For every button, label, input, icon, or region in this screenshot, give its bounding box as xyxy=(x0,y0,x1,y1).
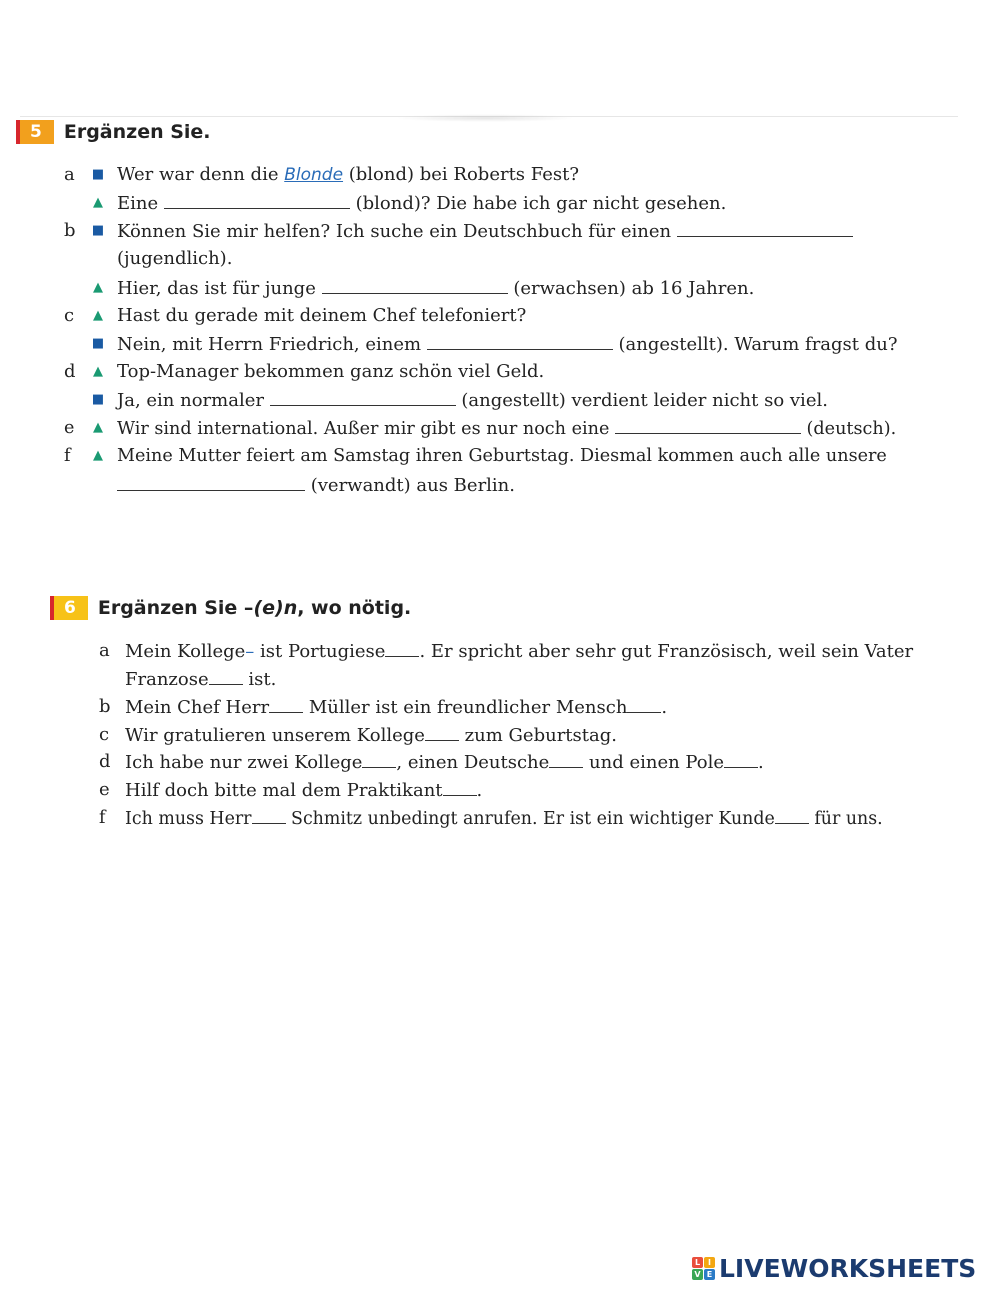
sentence-text: Eine xyxy=(117,193,164,214)
answer-blank[interactable] xyxy=(117,473,305,491)
sentence-text: Mein Kollege xyxy=(125,641,246,662)
answer-blank[interactable] xyxy=(322,276,508,294)
sentence-text: (angestellt). Warum fragst du? xyxy=(612,334,898,355)
answer-blank[interactable] xyxy=(677,219,853,237)
exercise-6-number: 6 xyxy=(50,596,88,620)
answer-blank[interactable] xyxy=(775,806,809,824)
speaker-triangle-icon: ▲ xyxy=(93,195,103,210)
item-letter: f xyxy=(64,446,71,466)
exercise-5-title: Ergänzen Sie. xyxy=(63,121,211,143)
answer-dash[interactable]: – xyxy=(245,641,255,662)
answer-blank[interactable] xyxy=(270,388,456,406)
sentence-text: (erwachsen) ab 16 Jahren. xyxy=(507,278,755,299)
sentence-text: (blond)? Die habe ich gar nicht gesehen. xyxy=(349,193,727,214)
sentence-text: (deutsch). xyxy=(800,419,897,439)
item-letter: d xyxy=(64,361,76,382)
item-letter: e xyxy=(99,779,110,800)
answer-blank[interactable] xyxy=(362,750,396,768)
sentence-text: . xyxy=(661,697,668,718)
logo-tile: L xyxy=(692,1257,703,1268)
sentence-text: ist Portugiese xyxy=(254,641,386,662)
speaker-triangle-icon: ▲ xyxy=(93,280,103,295)
sentence-text: (verwandt) aus Berlin. xyxy=(305,475,515,496)
answer-blank[interactable] xyxy=(724,750,758,768)
logo-text: LIVEWORKSHEETS xyxy=(719,1254,977,1283)
sentence-text: Hast du gerade mit deinem Chef telefoniert? xyxy=(117,305,527,326)
answer-blank[interactable] xyxy=(425,723,459,741)
sentence-text: Ich habe nur zwei Kollege xyxy=(125,752,363,773)
speaker-triangle-icon: ▲ xyxy=(93,448,103,463)
sentence-text: Nein, mit Herrn Friedrich, einem xyxy=(117,334,427,355)
page-shadow xyxy=(395,114,575,122)
sentence-text: Ich muss Herr xyxy=(125,809,252,829)
answer-blank[interactable] xyxy=(627,695,661,713)
logo-tile: V xyxy=(692,1269,703,1280)
answer-blank[interactable] xyxy=(252,806,286,824)
speaker-triangle-icon: ▲ xyxy=(93,420,103,435)
answer-blank[interactable] xyxy=(549,750,583,768)
item-letter: f xyxy=(99,808,106,828)
item-letter: c xyxy=(64,305,75,326)
sentence-text: Franzose xyxy=(125,669,209,690)
exercise-5-number: 5 xyxy=(16,120,54,144)
exercise-5-header xyxy=(16,120,211,144)
answer-blank[interactable] xyxy=(443,778,477,796)
item-letter: c xyxy=(99,724,110,745)
item-letter: b xyxy=(64,220,76,241)
speaker-triangle-icon: ▲ xyxy=(93,364,103,379)
sentence-text: Wir sind international. Außer mir gibt es nur noch eine xyxy=(117,419,615,439)
sentence-text: Müller ist ein freundlicher Mensch xyxy=(303,697,628,718)
item-letter: d xyxy=(99,751,111,772)
sentence-text: Mein Chef Herr xyxy=(125,697,270,718)
exercise-6-header xyxy=(50,596,411,620)
answer-blank[interactable] xyxy=(209,667,243,685)
sentence-text: Hier, das ist für junge xyxy=(117,278,322,299)
sentence-text: (blond) bei Roberts Fest? xyxy=(343,164,580,185)
logo-tile: E xyxy=(704,1269,715,1280)
sentence-text: Wir gratulieren unserem Kollege xyxy=(125,725,425,746)
speaker-square-icon: ■ xyxy=(91,167,105,182)
item-letter: a xyxy=(99,640,110,661)
sentence-text: zum Geburtstag. xyxy=(458,725,617,746)
sentence-text: und einen Pole xyxy=(583,752,725,773)
speaker-square-icon: ■ xyxy=(91,392,105,407)
sentence-text: Schmitz unbedingt anrufen. Er ist ein wichtiger Kunde xyxy=(285,809,775,829)
answer-blank[interactable] xyxy=(269,695,303,713)
speaker-square-icon: ■ xyxy=(91,336,105,351)
sentence-text: Ja, ein normaler xyxy=(117,390,270,411)
sentence-text: (jugendlich). xyxy=(117,248,233,269)
logo-tiles-icon xyxy=(692,1257,715,1280)
answer-blonde[interactable]: Blonde xyxy=(284,165,344,185)
item-letter: b xyxy=(99,696,111,717)
sentence-text: , einen Deutsche xyxy=(396,752,550,773)
sentence-text: für uns. xyxy=(808,809,883,829)
answer-blank[interactable] xyxy=(385,639,419,657)
logo-tile: I xyxy=(704,1257,715,1268)
sentence-text: (angestellt) verdient leider nicht so viel. xyxy=(455,390,828,411)
sentence-text: Hilf doch bitte mal dem Praktikant xyxy=(125,780,443,801)
answer-blank[interactable] xyxy=(427,332,613,350)
answer-blank[interactable] xyxy=(615,416,801,434)
exercise-6-title: Ergänzen Sie –(e)n, wo nötig. xyxy=(97,597,412,619)
sentence-text: Können Sie mir helfen? Ich suche ein Deutschbuch für einen xyxy=(117,221,677,242)
sentence-text: . Er spricht aber sehr gut Französisch, weil sein Vater xyxy=(419,641,914,662)
speaker-triangle-icon: ▲ xyxy=(93,308,103,323)
liveworksheets-logo xyxy=(692,1254,976,1283)
sentence-text: . xyxy=(758,752,764,773)
sentence-text: Top-Manager bekommen ganz schön viel Geld. xyxy=(117,361,545,382)
item-letter: a xyxy=(64,164,75,185)
sentence-text: Wer war denn die xyxy=(117,164,285,185)
sentence-text: Meine Mutter feiert am Samstag ihren Geburtstag. Diesmal kommen auch alle unsere xyxy=(117,446,887,466)
answer-blank[interactable] xyxy=(164,191,350,209)
item-letter: e xyxy=(64,418,75,438)
speaker-square-icon: ■ xyxy=(91,223,105,238)
sentence-text: ist. xyxy=(242,669,277,690)
sentence-text: . xyxy=(476,780,483,801)
